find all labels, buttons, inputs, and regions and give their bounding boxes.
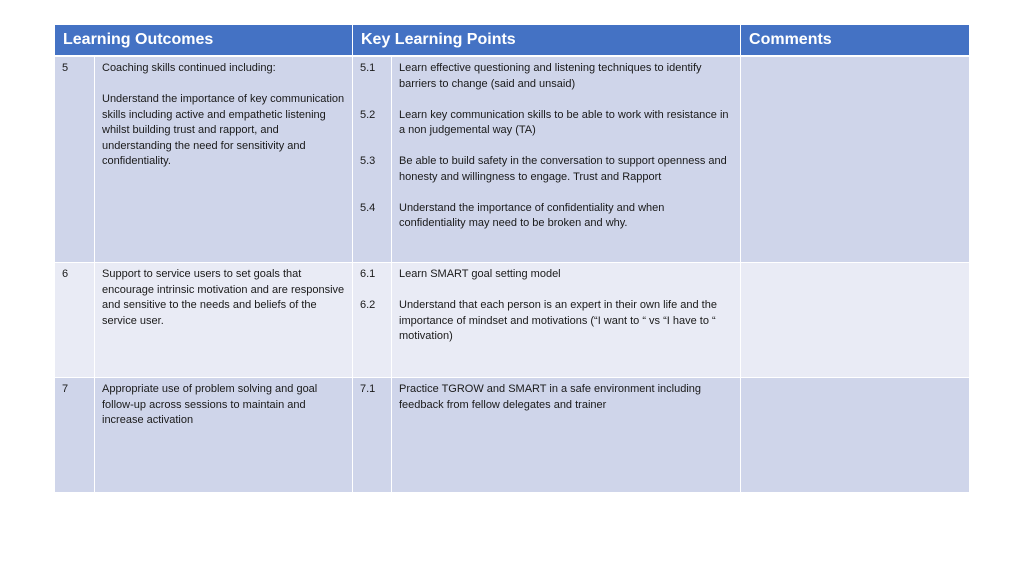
table-row	[55, 263, 969, 378]
point-number: 5.4	[360, 201, 376, 214]
outcome-cell	[95, 378, 353, 493]
point-number-cell	[353, 57, 392, 263]
point-number-cell	[353, 378, 392, 493]
outcome-number-cell	[55, 57, 95, 263]
point-text: Learn SMART goal setting model	[399, 268, 561, 280]
point-number: 7.1	[360, 383, 376, 395]
outcome-number-cell	[55, 378, 95, 493]
comment-text	[741, 378, 969, 382]
outcome-number-cell	[55, 263, 95, 378]
point-text: Learn effective questioning and listening techniques to identify barriers to change (said and unsaid)	[399, 62, 702, 90]
point-number: 5.2	[360, 108, 376, 121]
header-learning-outcomes: Learning Outcomes	[55, 25, 353, 57]
comment-cell[interactable]	[741, 57, 969, 263]
point-text-cell	[392, 263, 741, 378]
point-text-cell	[392, 57, 741, 263]
outcome-paragraph: Appropriate use of problem solving and goal follow-up across sessions to maintain and increase activation	[102, 383, 318, 426]
point-text: Understand the importance of confidentiality and when confidentiality may need to be broken and why.	[399, 201, 665, 229]
table-row	[55, 378, 969, 493]
header-key-learning-points: Key Learning Points	[353, 25, 741, 57]
point-numbers	[353, 263, 391, 314]
point-text: Be able to build safety in the conversation to support openness and honesty and willingness to engage. Trust and Rapport	[399, 155, 727, 183]
outcome-cell	[95, 57, 353, 263]
point-text: Practice TGROW and SMART in a safe environment including feedback from fellow delegates and trainer	[399, 383, 702, 411]
point-text: Understand that each person is an expert in their own life and the importance of mindset and motivations (“I want to “ vs “I have to “ motivation)	[399, 299, 717, 342]
point-number: 5.1	[360, 62, 376, 74]
outcome-paragraph: Coaching skills continued including:	[102, 62, 276, 74]
outcome-text	[95, 378, 352, 429]
outcome-number: 7	[62, 383, 69, 395]
point-texts	[392, 263, 740, 345]
point-number: 5.3	[360, 155, 376, 167]
outcome-number: 5	[62, 62, 69, 74]
outcome-text	[95, 57, 352, 170]
comment-text	[741, 57, 969, 61]
header-comments: Comments	[741, 25, 969, 57]
point-text-cell	[392, 378, 741, 493]
learning-outcomes-table	[55, 25, 969, 493]
point-numbers	[353, 57, 391, 216]
outcome-text	[95, 263, 352, 329]
table-row	[55, 57, 969, 263]
point-text: Learn key communication skills to be able to work with resistance in a non judgemental way (TA)	[399, 108, 729, 136]
point-number: 6.2	[360, 299, 376, 311]
point-texts	[392, 57, 740, 232]
comment-text	[741, 263, 969, 267]
outcome-paragraph: Support to service users to set goals that encourage intrinsic motivation and are responsive and sensitive to the needs and beliefs of the service user.	[102, 268, 345, 327]
comment-cell[interactable]	[741, 378, 969, 493]
outcome-paragraph: Understand the importance of key communication skills including active and empathetic listening whilst building trust and rapport, and understanding the need for sensitivity and confidentiality.	[102, 93, 345, 167]
table-header-row	[55, 25, 969, 57]
point-number: 6.1	[360, 268, 376, 280]
comment-cell[interactable]	[741, 263, 969, 378]
outcome-number: 6	[62, 268, 69, 280]
point-texts	[392, 378, 740, 413]
point-numbers	[353, 378, 391, 398]
outcome-cell	[95, 263, 353, 378]
point-number-cell	[353, 263, 392, 378]
